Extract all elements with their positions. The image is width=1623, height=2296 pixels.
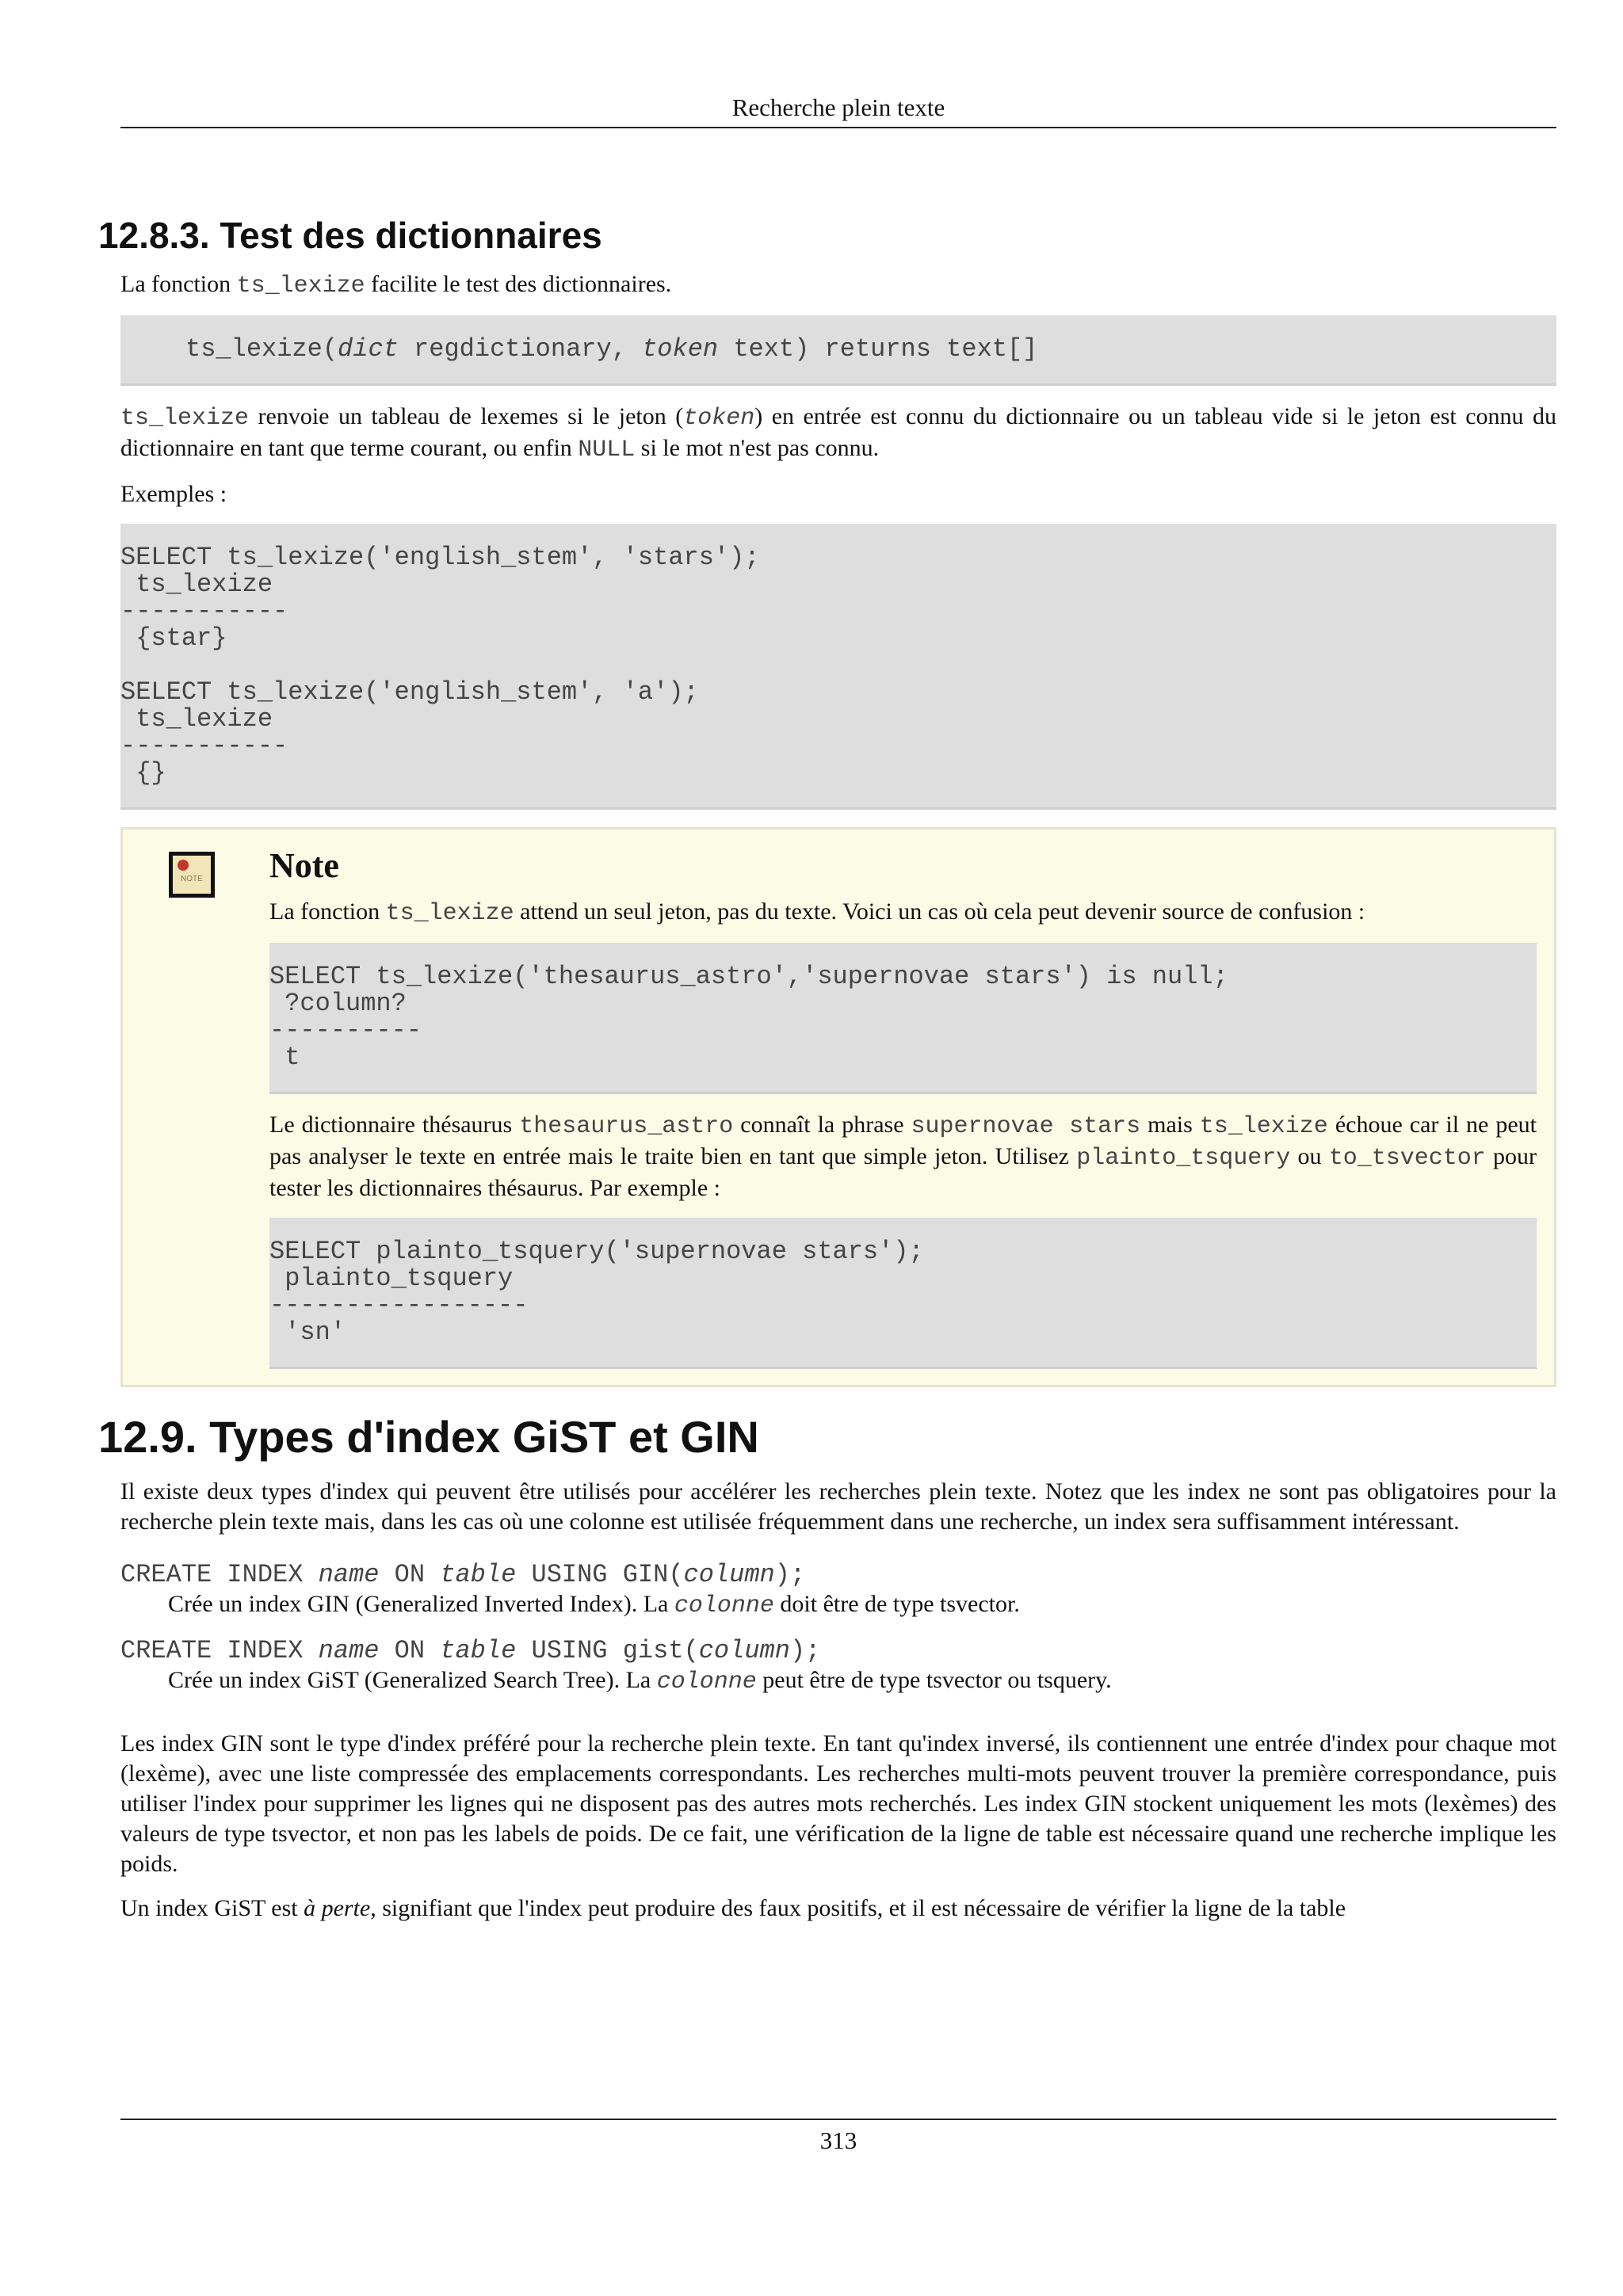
- note-p2-code3: ts_lexize: [1199, 1113, 1328, 1140]
- def-desc-gist: [168, 1665, 1556, 1697]
- gist-paragraph: [120, 1894, 1556, 1924]
- def-gist-table: table: [440, 1636, 517, 1665]
- desc-null: NULL: [578, 437, 636, 463]
- synopsis-box: [120, 315, 1556, 386]
- def-gist-desc-b: peut être de type tsvector ou tsquery.: [756, 1667, 1112, 1693]
- def-gist-column: column: [698, 1636, 790, 1665]
- examples-label: Exemples :: [120, 481, 227, 507]
- description-paragraph: [120, 402, 1556, 465]
- intro-text-a: La fonction: [120, 271, 237, 297]
- note-body: [269, 845, 1537, 1369]
- def-gin-c: USING GIN(: [516, 1560, 684, 1589]
- desc-text-2: ) en entrée est connu du dictionnaire ou un tableau vide si le jeton est connu du dictionnaire en tant que terme courant, ou enfin: [120, 403, 1556, 461]
- def-gin-desc-code: colonne: [674, 1592, 774, 1619]
- note-p2-a: Le dictionnaire thésaurus: [269, 1112, 520, 1138]
- synopsis-c: text) returns text[]: [718, 334, 1038, 364]
- page-content: [98, 214, 1556, 1938]
- section-heading-12-8-3: 12.8.3. Test des dictionnaires: [98, 215, 602, 256]
- page-footer: [120, 2119, 1556, 2155]
- def-term-gin: [120, 1561, 1556, 1589]
- def-gin-table: table: [440, 1560, 517, 1589]
- example-code-block: SELECT ts_lexize('english_stem', 'stars'); ts_lexize ----------- {star} SELECT ts_lexize('english_stem', 'a'); ts_lexize ----------- {}: [120, 524, 1556, 810]
- index-definition-list: [120, 1561, 1556, 1697]
- page-number: 313: [819, 2126, 857, 2154]
- gin-paragraph: Les index GIN sont le type d'index préféré pour la recherche plein texte. En tant qu'index inversé, ils contiennent une entrée d'index pour chaque mot (lexème), avec une liste compressée des emplacements correspondants. Les recherches multi-mots peuvent trouver la première correspondance, puis utiliser l'index pour supprimer les lignes qui ne disposent pas des autres mots recherchés. Les index GIN stockent uniquement les mots (lexèmes) des valeurs de type tsvector, et non pas les labels de poids. De ce fait, une vérification de la ligne de table est nécessaire quand une recherche implique les poids.: [120, 1730, 1556, 1877]
- def-gin-d: );: [774, 1560, 806, 1589]
- note-p2-code1: thesaurus_astro: [519, 1113, 734, 1140]
- intro-code: ts_lexize: [236, 273, 365, 299]
- note-p2-d: échoue car il ne peut pas analyser le texte en entrée mais le traite bien en tant que simple jeton. Utilisez: [269, 1112, 1537, 1169]
- synopsis-token: token: [642, 334, 719, 364]
- def-gist-name: name: [318, 1636, 380, 1665]
- def-gist-c: USING gist(: [516, 1636, 699, 1665]
- desc-token: token: [683, 405, 755, 432]
- def-gist-a: CREATE INDEX: [120, 1636, 319, 1665]
- note-p2-e: ou: [1290, 1143, 1329, 1169]
- note-code-block-2: SELECT plainto_tsquery('supernovae stars'); plainto_tsquery ----------------- 'sn': [269, 1218, 1537, 1369]
- note-paragraph-2: [269, 1110, 1537, 1203]
- desc-code: ts_lexize: [120, 405, 250, 432]
- def-gist-desc-code: colonne: [656, 1669, 757, 1695]
- note-box: [120, 827, 1556, 1387]
- synopsis-b: regdictionary,: [398, 334, 643, 364]
- def-gin-b: ON: [379, 1560, 441, 1589]
- def-gist-b: ON: [379, 1636, 441, 1665]
- note-icon: [169, 852, 215, 898]
- desc-text-3: si le mot n'est pas connu.: [635, 435, 880, 461]
- page-header: Recherche plein texte: [120, 93, 1556, 128]
- note-p1-a: La fonction: [269, 898, 386, 925]
- def-gin-name: name: [318, 1560, 380, 1589]
- def-desc-gin: [168, 1589, 1556, 1621]
- note-p2-code5: to_tsvector: [1328, 1145, 1486, 1172]
- index-intro-paragraph: Il existe deux types d'index qui peuvent être utilisés pour accélérer les recherches plein texte. Notez que les index ne sont pas obligatoires pour la recherche plein texte mais, dans les cas où une colonne est utilisée fréquemment dans une recherche, un index sera suffisamment intéressant.: [120, 1478, 1556, 1535]
- def-term-gist: [120, 1637, 1556, 1665]
- note-p1-code: ts_lexize: [385, 900, 514, 927]
- note-p1-b: attend un seul jeton, pas du texte. Voici un cas où cela peut devenir source de confusion :: [514, 898, 1365, 925]
- gist-text-b: , signifiant que l'index peut produire des faux positifs, et il est nécessaire de vérifier la ligne de la table: [370, 1895, 1346, 1921]
- gist-text-a: Un index GiST est: [120, 1895, 304, 1921]
- gist-emphasis: à perte: [304, 1895, 371, 1921]
- note-p2-code2: supernovae stars: [911, 1113, 1141, 1140]
- note-p2-b: connaît la phrase: [733, 1112, 911, 1138]
- def-gin-column: column: [683, 1560, 775, 1589]
- section-heading-12-9: 12.9. Types d'index GiST et GIN: [98, 1412, 759, 1462]
- note-p2-code4: plainto_tsquery: [1076, 1145, 1291, 1172]
- intro-text-b: facilite le test des dictionnaires.: [365, 271, 672, 297]
- note-paragraph-1: [269, 897, 1537, 929]
- synopsis-a: ts_lexize(: [185, 334, 338, 364]
- intro-paragraph: [120, 269, 1556, 301]
- def-gist-d: );: [789, 1636, 821, 1665]
- synopsis-dict: dict: [338, 334, 399, 364]
- desc-text-1: renvoie un tableau de lexemes si le jeton (: [249, 403, 684, 429]
- note-title: Note: [269, 846, 339, 885]
- def-gin-desc-b: doit être de type tsvector.: [773, 1591, 1020, 1617]
- def-gin-desc-a: Crée un index GIN (Generalized Inverted Index). La: [168, 1591, 674, 1617]
- def-gin-a: CREATE INDEX: [120, 1560, 319, 1589]
- def-gist-desc-a: Crée un index GiST (Generalized Search Tree). La: [168, 1667, 657, 1693]
- note-code-block-1: SELECT ts_lexize('thesaurus_astro','supernovae stars') is null; ?column? ---------- t: [269, 943, 1537, 1094]
- note-p2-c: mais: [1140, 1112, 1200, 1138]
- note-p2-f: pour tester les dictionnaires thésaurus. Par exemple :: [269, 1143, 1537, 1201]
